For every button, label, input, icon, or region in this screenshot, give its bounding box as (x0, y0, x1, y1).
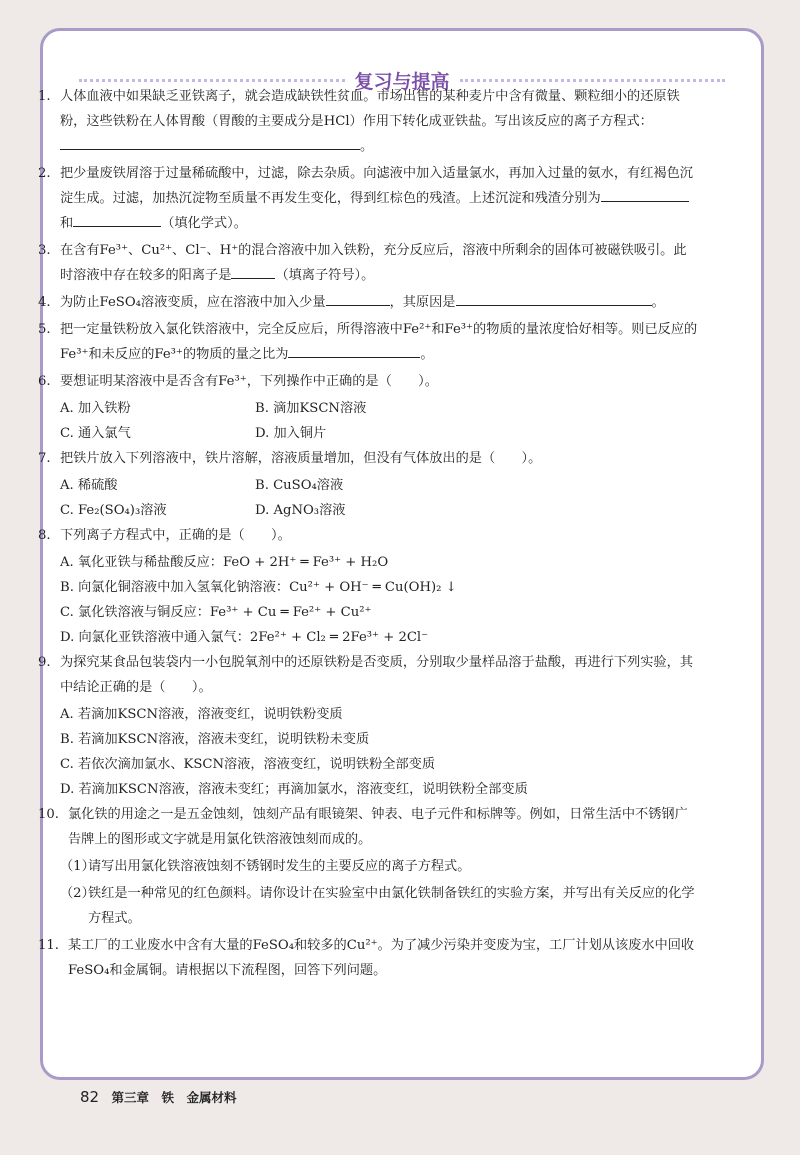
question-text-end: 。 (420, 347, 434, 362)
page-footer (80, 1088, 237, 1106)
option-a: A. 若滴加KSCN溶液，溶液变红，说明铁粉变质 (60, 707, 343, 722)
option-d: D. 向氯化亚铁溶液中通入氯气：2Fe²⁺ + Cl₂ ═ 2Fe³⁺ + 2Cl⁻ (60, 630, 429, 645)
sub-question-text: 请写出用氯化铁溶液蚀刻不锈钢时发生的主要反应的离子方程式。 (88, 859, 471, 874)
question-10-sub-1 (38, 854, 698, 879)
question-number: 8. (38, 528, 51, 543)
option-d: D. 若滴加KSCN溶液，溶液未变红；再滴加氯水，溶液变红，说明铁粉全部变质 (60, 782, 528, 797)
question-number: 6. (38, 374, 51, 389)
dotted-rule-left (79, 79, 345, 82)
question-text: 某工厂的工业废水中含有大量的FeSO₄和较多的Cu²⁺。为了减少污染并变废为宝，工厂计划从该废水中回收FeSO₄和金属铜。请根据以下流程图，回答下列问题。 (68, 938, 695, 978)
question-text-mid: 和 (60, 216, 74, 231)
answer-blank (456, 291, 652, 306)
question-5 (38, 317, 698, 367)
option-b: B. 向氯化铜溶液中加入氢氧化钠溶液：Cu²⁺ + OH⁻ ═ Cu(OH)₂ ↓ (60, 580, 457, 595)
question-text: 把铁片放入下列溶液中，铁片溶解，溶液质量增加，但没有气体放出的是（ ）。 (60, 451, 542, 466)
question-7 (38, 446, 698, 471)
section-title: 复习与提高 (354, 70, 450, 93)
question-text: 把一定量铁粉放入氯化铁溶液中，完全反应后，所得溶液中Fe²⁺和Fe³⁺的物质的量浓度恰好相等。则已反应的Fe³⁺和未反应的Fe³⁺的物质的量之比为 (60, 322, 698, 362)
answer-blank (60, 135, 360, 150)
page-number: 82 (80, 1088, 100, 1106)
question-text-end: （填化学式）。 (161, 216, 247, 231)
question-text: 要想证明某溶液中是否含有Fe³⁺，下列操作中正确的是（ ）。 (60, 374, 438, 389)
question-number: 5. (38, 322, 51, 337)
question-list (38, 84, 698, 985)
question-text-mid: ，其原因是 (389, 295, 456, 310)
option-c: C. 若依次滴加氯水、KSCN溶液，溶液变红，说明铁粉全部变质 (60, 757, 436, 772)
question-6 (38, 369, 698, 394)
question-number: 1. (38, 89, 51, 104)
question-number: 2. (38, 166, 51, 181)
option-c: C. Fe₂(SO₄)₃溶液 (60, 503, 167, 518)
answer-blank (326, 291, 390, 306)
question-11 (38, 933, 698, 983)
option-a: A. 加入铁粉 (60, 401, 131, 416)
question-text: 氯化铁的用途之一是五金蚀刻，蚀刻产品有眼镜架、钟表、电子元件和标牌等。例如，日常生活中不锈钢广告牌上的图形或文字就是用氯化铁溶液蚀刻而成的。 (68, 807, 688, 847)
answer-blank (73, 212, 161, 227)
answer-blank (288, 343, 420, 358)
question-text: 下列离子方程式中，正确的是（ ）。 (60, 528, 291, 543)
option-c: C. 通入氯气 (60, 426, 131, 441)
answer-blank (601, 187, 689, 202)
question-6-options (38, 396, 698, 446)
dotted-rule-right (460, 79, 726, 82)
question-10 (38, 802, 698, 852)
question-number: 10. (38, 807, 59, 822)
option-a: A. 稀硫酸 (60, 478, 118, 493)
question-3 (38, 238, 698, 288)
sub-question-number: （2） (60, 886, 95, 901)
question-number: 4. (38, 295, 51, 310)
question-10-sub-2 (38, 881, 698, 931)
question-text-end: 。 (651, 295, 665, 310)
option-b: B. CuSO₄溶液 (255, 478, 344, 493)
question-9 (38, 650, 698, 700)
option-b: B. 滴加KSCN溶液 (255, 401, 367, 416)
question-number: 11. (38, 938, 59, 953)
question-text: 在含有Fe³⁺、Cu²⁺、Cl⁻、H⁺的混合溶液中加入铁粉，充分反应后，溶液中所剩余的固体可被磁铁吸引。此时溶液中存在较多的阳离子是 (60, 243, 687, 283)
option-a: A. 氧化亚铁与稀盐酸反应：FeO + 2H⁺ ═ Fe³⁺ + H₂O (60, 555, 389, 570)
question-1 (38, 84, 698, 159)
option-d: D. 加入铜片 (255, 426, 327, 441)
sub-question-number: （1） (60, 859, 95, 874)
question-7-options (38, 473, 698, 523)
sub-question-text: 铁红是一种常见的红色颜料。请你设计在实验室中由氯化铁制备铁红的实验方案，并写出有关反应的化学方程式。 (88, 886, 695, 926)
question-number: 9. (38, 655, 51, 670)
question-text-end: 。 (360, 139, 374, 154)
chapter-title: 第三章 铁 金属材料 (111, 1090, 237, 1105)
question-8 (38, 523, 698, 548)
question-text: 为探究某食品包装袋内一小包脱氧剂中的还原铁粉是否变质，分别取少量样品溶于盐酸，再进行下列实验，其中结论正确的是（ ）。 (60, 655, 693, 695)
option-b: B. 若滴加KSCN溶液，溶液未变红，说明铁粉未变质 (60, 732, 370, 747)
answer-blank (231, 264, 275, 279)
option-c: C. 氯化铁溶液与铜反应：Fe³⁺ + Cu ═ Fe²⁺ + Cu²⁺ (60, 605, 372, 620)
question-number: 3. (38, 243, 51, 258)
question-number: 7. (38, 451, 51, 466)
question-text: 把少量废铁屑溶于过量稀硫酸中，过滤，除去杂质。向滤液中加入适量氯水，再加入过量的氨水，有红褐色沉淀生成。过滤，加热沉淀物至质量不再发生变化，得到红棕色的残渣。上述沉淀和残渣分别为 (60, 166, 693, 206)
question-2 (38, 161, 698, 236)
question-text: 为防止FeSO₄溶液变质，应在溶液中加入少量 (60, 295, 326, 310)
question-4 (38, 290, 698, 315)
question-text: 人体血液中如果缺乏亚铁离子，就会造成缺铁性贫血。市场出售的某种麦片中含有微量、颗粒细小的还原铁粉，这些铁粉在人体胃酸（胃酸的主要成分是HCl）作用下转化成亚铁盐。写出该反应的离子方程式： (60, 89, 680, 129)
question-text-end: （填离子符号）。 (275, 268, 375, 283)
option-d: D. AgNO₃溶液 (255, 503, 346, 518)
